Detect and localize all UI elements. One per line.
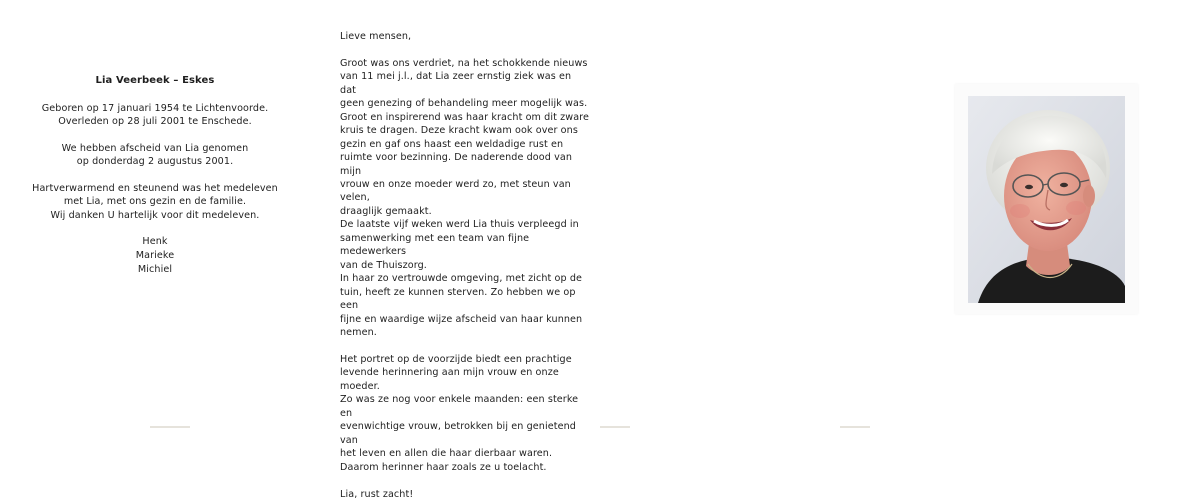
text-line: fijne en waardige wijze afscheid van haar kunnen [340, 313, 583, 325]
thanks-line-3: Wij danken U hartelijk voor dit medeleven. [50, 209, 260, 221]
farewell-notice [30, 142, 280, 169]
farewell-line-1: We hebben afscheid van Lia genomen [61, 142, 249, 154]
text-line: gezin en gaf ons haast een weldadige rust en [340, 138, 564, 150]
photo-frame [955, 84, 1138, 314]
family-member: Marieke [135, 250, 175, 261]
portrait-photo [968, 96, 1125, 303]
text-line: Groot en inspirerend was haar kracht om dit zware [340, 111, 590, 123]
thanks-line-1: Hartverwarmend en steunend was het medeleven [32, 182, 278, 194]
deceased-name: Lia Veerbeek – Eskes [95, 75, 215, 86]
text-line: tuin, heeft ze kunnen sterven. Zo hebben we op een [340, 286, 576, 312]
portrait-image [968, 96, 1125, 303]
death-line: Overleden op 28 juli 2001 te Enschede. [58, 116, 252, 127]
birth-line: Geboren op 17 januari 1954 te Lichtenvoorde. [41, 102, 269, 114]
text-line: ruimte voor bezinning. De naderende dood van mijn [340, 152, 573, 177]
letter-greeting: Lieve mensen, [340, 31, 412, 42]
text-line: vrouw en onze moeder werd zo, met steun van velen, [340, 179, 571, 204]
text-line: levende herinnering aan mijn vrouw en onze moeder. [340, 367, 559, 392]
text-line: van 11 mei j.l., dat Lia zeer ernstig ziek was en dat [340, 71, 572, 96]
letter-closing: Lia, rust zacht! [340, 488, 414, 500]
text-line: De laatste vijf weken werd Lia thuis verpleegd in [340, 219, 579, 231]
text-line: van de Thuiszorg. [340, 259, 427, 271]
farewell-line-2: op donderdag 2 augustus 2001. [76, 156, 234, 167]
letter-paragraph-2 [340, 353, 590, 474]
text-line: evenwichtige vrouw, betrokken bij en genietend van [340, 421, 576, 446]
family-names [30, 235, 280, 277]
letter-paragraph-1 [340, 57, 590, 340]
thanks-line-2: met Lia, met ons gezin en de familie. [63, 196, 247, 207]
text-line: In haar zo vertrouwde omgeving, met zicht op de [340, 273, 583, 285]
text-line: Zo was ze nog voor enkele maanden: een sterke en [340, 394, 579, 419]
text-line: geen genezing of behandeling meer mogelijk was. [340, 98, 588, 110]
memorial-announcement [30, 74, 280, 277]
family-member: Henk [142, 236, 168, 247]
life-dates [30, 102, 280, 129]
text-line: nemen. [340, 327, 377, 339]
thanks-notice [30, 182, 280, 223]
text-line: Groot was ons verdriet, na het schokkende nieuws [340, 57, 588, 69]
text-line: Het portret op de voorzijde biedt een prachtige [340, 353, 572, 365]
text-line: het leven en allen die haar dierbaar waren. [340, 448, 553, 460]
text-line: draaglijk gemaakt. [340, 205, 432, 217]
text-line: samenwerking met een team van fijne medewerkers [340, 232, 530, 258]
family-member: Michiel [137, 264, 173, 275]
text-line: Daarom herinner haar zoals ze u toelacht. [340, 461, 547, 473]
text-line: kruis te dragen. Deze kracht kwam ook over ons [340, 125, 578, 137]
letter-text [340, 30, 590, 501]
